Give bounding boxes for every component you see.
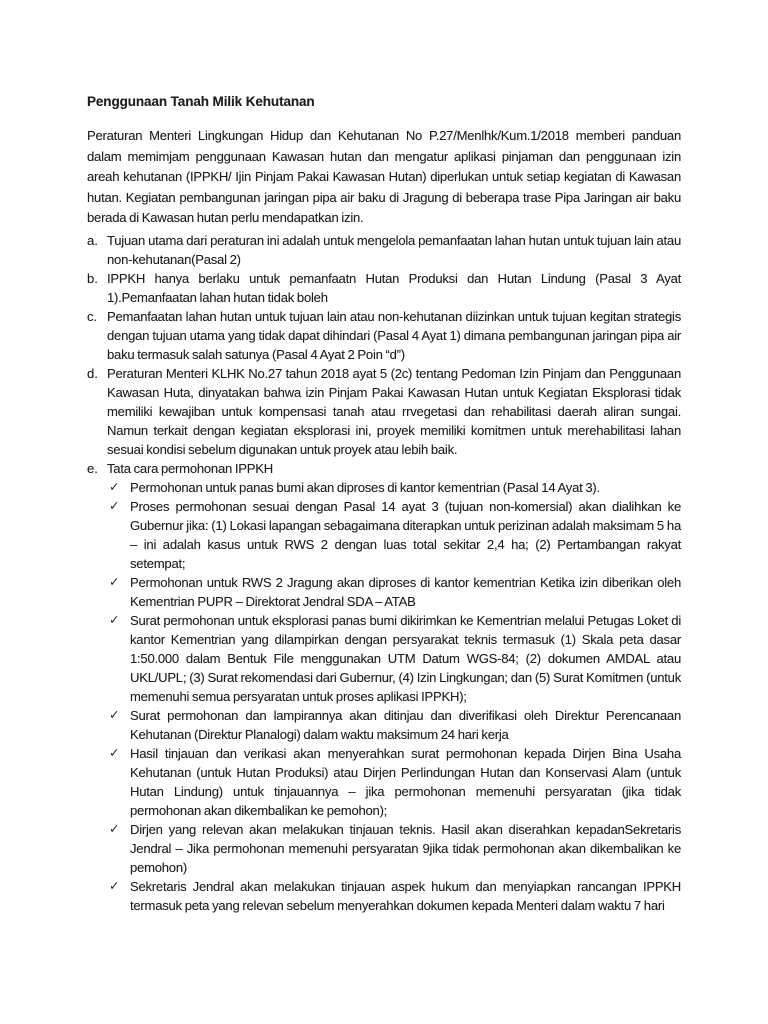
list-marker-e: e. — [87, 460, 98, 476]
lettered-item-text: Pemanfaatan lahan hutan untuk tujuan lain atau non-kehutanan diizinkan untuk tujuan kegitan strategis dengan tujuan utama yang tidak dapat dihindari (Pasal 4 Ayat 1) dimana pembangunan jaringan pipa air baku termasuk salah satunya (Pasal 4 Ayat 2 Poin “d”) — [107, 308, 681, 362]
checklist-item — [107, 706, 681, 744]
list-marker-b: b. — [87, 270, 98, 286]
lettered-item-b — [87, 269, 681, 307]
document-content — [87, 92, 681, 915]
document-title: Penggunaan Tanah Milik Kehutanan — [87, 94, 315, 109]
lettered-item-a — [87, 231, 681, 269]
lettered-item-body — [107, 459, 681, 915]
lettered-list — [87, 231, 681, 915]
check-icon: ✓ — [109, 479, 120, 494]
checklist-item-text: Surat permohonan dan lampirannya akan ditinjau dan diverifikasi oleh Direktur Perencanaan Kehutanan (Direktur Planalogi) dalam waktu maksimum 24 hari kerja — [130, 707, 681, 742]
check-icon: ✓ — [109, 821, 120, 836]
checklist-item-text: Proses permohonan sesuai dengan Pasal 14 ayat 3 (tujuan non-komersial) akan dialihkan ke Gubernur jika: (1) Lokasi lapangan sebagaimana diterapkan untuk perizinan adalah maksimam 5 ha – ini adalah kasus untuk RWS 2 dengan luas total sekitar 2,4 ha; (2) Pertambangan rakyat setempat; — [130, 498, 681, 571]
check-icon: ✓ — [109, 498, 120, 513]
list-marker-a: a. — [87, 232, 98, 248]
checklist-item — [107, 877, 681, 915]
checklist — [107, 478, 681, 915]
lettered-item-d — [87, 364, 681, 459]
lettered-item-text: Tata cara permohonan IPPKH — [107, 460, 273, 476]
lettered-item-body — [107, 231, 681, 269]
checklist-item — [107, 497, 681, 573]
lettered-item-body — [107, 269, 681, 307]
lettered-item-body — [107, 364, 681, 459]
lettered-item-c — [87, 307, 681, 364]
checklist-item-text: Permohonan untuk panas bumi akan diproses di kantor kementrian (Pasal 14 Ayat 3). — [130, 479, 600, 495]
checklist-item — [107, 744, 681, 820]
checklist-item-text: Permohonan untuk RWS 2 Jragung akan diproses di kantor kementrian Ketika izin diberikan oleh Kementrian PUPR – Direktorat Jendral SDA – ATAB — [130, 574, 681, 609]
check-icon: ✓ — [109, 612, 120, 627]
lettered-item-text: Peraturan Menteri KLHK No.27 tahun 2018 ayat 5 (2c) tentang Pedoman Izin Pinjam dan Penggunaan Kawasan Huta, dinyatakan bahwa izin Pinjam Pakai Kawasan Hutan untuk Kegiatan Eksplorasi tidak memiliki kewajiban untuk kompensasi tanah atau rrvegetasi dan rehabilitasi daerah aliran sungai. Namun terkait dengan kegiatan eksplorasi ini, proyek memiliki komitmen untuk merehabilitasi lahan sesuai kondisi sebelum digunakan untuk proyek atau lebih baik. — [107, 365, 681, 457]
checklist-item-text: Hasil tinjauan dan verikasi akan menyerahkan surat permohonan kepada Dirjen Bina Usaha Kehutanan (untuk Hutan Produksi) atau Dirjen Perlindungan Hutan dan Konservasi Alam (untuk Hutan Lindung) untuk tinjauannya – jika permohonan memenuhi persyaratan (jika tidak permohonan akan dikembalikan ke pemohon); — [130, 745, 681, 818]
checklist-item — [107, 573, 681, 611]
checklist-item — [107, 611, 681, 706]
check-icon: ✓ — [109, 745, 120, 760]
intro-paragraph: Peraturan Menteri Lingkungan Hidup dan Kehutanan No P.27/Menlhk/Kum.1/2018 memberi panduan dalam memimjam penggunaan Kawasan hutan dan mengatur aplikasi pinjaman dan penggunaan izin areah kehutanan (IPPKH/ Ijin Pinjam Pakai Kawasan Hutan) diperlukan untuk setiap kegiatan di Kawasan hutan. Kegiatan pembangunan jaringan pipa air baku di Jragung di beberapa trase Pipa Jaringan air baku berada di Kawasan hutan perlu mendapatkan izin. — [87, 128, 681, 225]
list-marker-d: d. — [87, 365, 98, 381]
check-icon: ✓ — [109, 707, 120, 722]
checklist-item-text: Surat permohonan untuk eksplorasi panas bumi dikirimkan ke Kementrian melalui Petugas Loket di kantor Kementrian yang dilampirkan dengan persyarakat teknis termasuk (1) Skala peta dasar 1:50.000 dalam Bentuk File menggunakan UTM Datum WGS-84; (2) dokumen AMDAL atau UKL/UPL; (3) Surat rekomendasi dari Gubernur, (4) Izin Lingkungan; dan (5) Surat Komitmen (untuk memenuhi semua persyaratan untuk proses aplikasi IPPKH); — [130, 612, 681, 704]
check-icon: ✓ — [109, 878, 120, 893]
checklist-item — [107, 820, 681, 877]
lettered-item-body — [107, 307, 681, 364]
checklist-item-text: Dirjen yang relevan akan melakukan tinjauan teknis. Hasil akan diserahkan kepadanSekretaris Jendral – Jika permohonan memenuhi persyaratan 9jika tidak permohonan akan dikembalikan ke pemohon) — [130, 821, 681, 875]
lettered-item-e — [87, 459, 681, 915]
checklist-item-text: Sekretaris Jendral akan melakukan tinjauan aspek hukum dan menyiapkan rancangan IPPKH termasuk peta yang relevan sebelum menyerahkan dokumen kepada Menteri dalam waktu 7 hari — [130, 878, 681, 913]
list-marker-c: c. — [87, 308, 98, 324]
lettered-item-text: IPPKH hanya berlaku untuk pemanfaatn Hutan Produksi dan Hutan Lindung (Pasal 3 Ayat 1).Pemanfaatan lahan hutan tidak boleh — [107, 270, 681, 305]
lettered-item-text: Tujuan utama dari peraturan ini adalah untuk mengelola pemanfaatan lahan hutan untuk tujuan lain atau non-kehutanan(Pasal 2) — [107, 232, 681, 267]
checklist-item — [107, 478, 681, 497]
check-icon: ✓ — [109, 574, 120, 589]
